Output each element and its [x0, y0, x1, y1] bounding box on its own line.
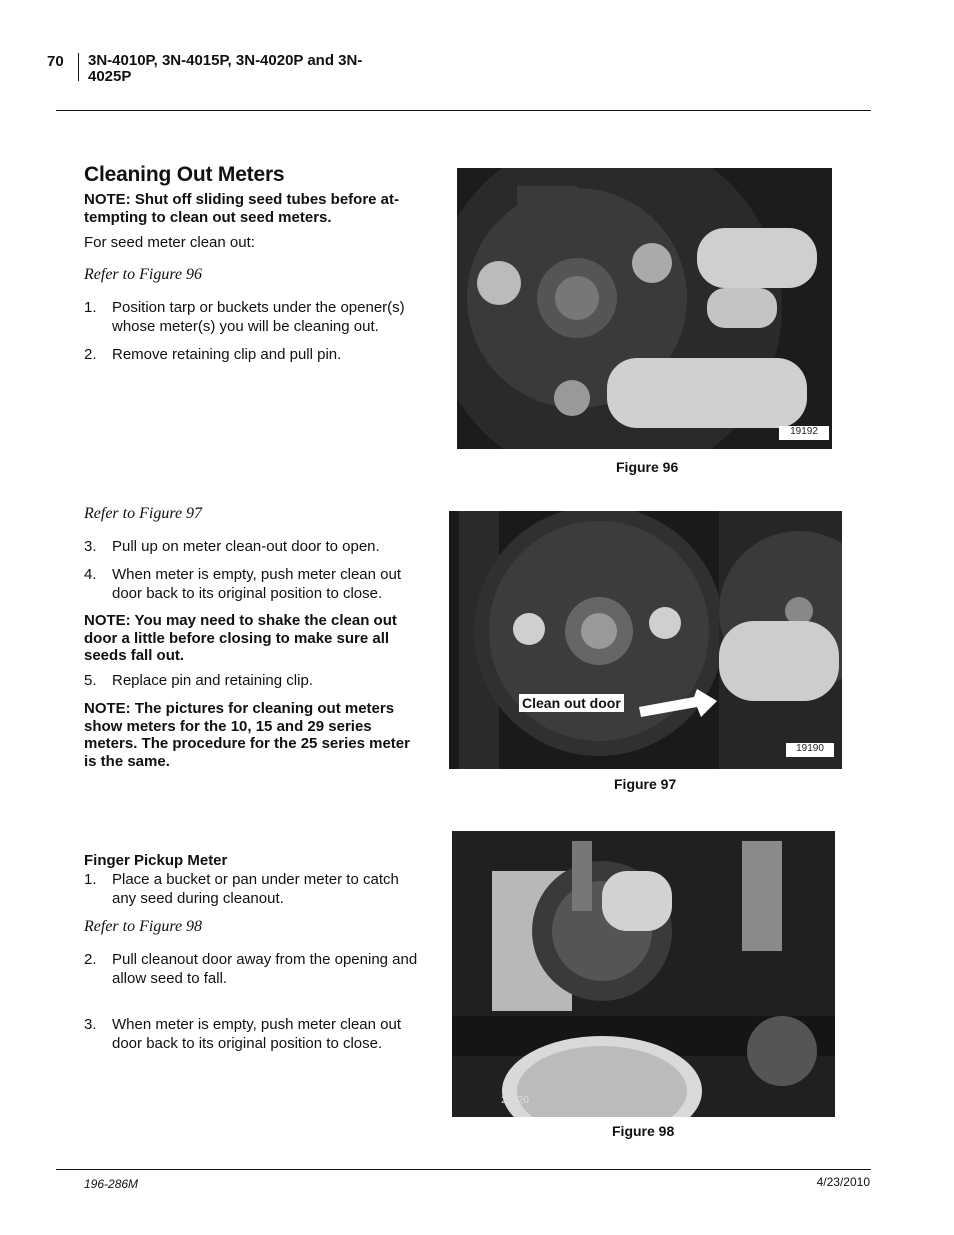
- figure-97-id: 19190: [786, 743, 834, 757]
- finger-step-3: [84, 1016, 424, 1053]
- note-shut-off: NOTE: Shut off sliding seed tubes before at-tempting to clean out seed meters.: [84, 191, 400, 226]
- document-title: 3N-4010P, 3N-4015P, 3N-4020P and 3N-4025P: [88, 52, 363, 85]
- ref-figure-97: Refer to Figure 97: [84, 505, 203, 522]
- step-number: 1.: [84, 299, 97, 316]
- step-1: [84, 299, 424, 336]
- footer-rule: [56, 1169, 871, 1170]
- note-series-meters: NOTE: The pictures for cleaning out meters show meters for the 10, 15 and 29 series meters. The procedure for the 25 series meter is the same.: [84, 700, 410, 770]
- step-text: Pull cleanout door away from the opening and allow seed to fall.: [112, 951, 418, 987]
- ref-figure-98: Refer to Figure 98: [84, 918, 203, 935]
- step-2: [84, 346, 424, 365]
- figure-96-id: 19192: [779, 426, 829, 440]
- step-text: Replace pin and retaining clip.: [112, 672, 313, 689]
- ref-figure-96: Refer to Figure 96: [84, 266, 203, 283]
- step-number: 2.: [84, 346, 97, 363]
- step-text: Remove retaining clip and pull pin.: [112, 346, 342, 363]
- step-text: Pull up on meter clean-out door to open.: [112, 538, 380, 555]
- header-divider: [78, 53, 79, 81]
- step-text: Position tarp or buckets under the opener(s) whose meter(s) you will be cleaning out.: [112, 299, 405, 335]
- figure-98-caption: Figure 98: [612, 1123, 675, 1139]
- note-shake-door: NOTE: You may need to shake the clean out door a little before closing to make sure all seeds fall out.: [84, 612, 397, 664]
- step-5: [84, 672, 424, 691]
- step-4: [84, 566, 424, 603]
- finger-step-1: [84, 871, 424, 908]
- finger-step-2: [84, 951, 424, 988]
- intro-text: For seed meter clean out:: [84, 234, 255, 251]
- finger-pickup-title: Finger Pickup Meter: [84, 852, 228, 869]
- step-text: When meter is empty, push meter clean out door back to its original position to close.: [112, 566, 402, 602]
- step-number: 3.: [84, 1016, 97, 1033]
- step-number: 1.: [84, 871, 97, 888]
- section-title: Cleaning Out Meters: [84, 163, 285, 186]
- figure-98-id: 21920: [501, 1095, 529, 1106]
- step-text: Place a bucket or pan under meter to catch any seed during cleanout.: [112, 871, 399, 907]
- page-number: 70: [47, 53, 64, 70]
- doc-date: 4/23/2010: [816, 1175, 870, 1189]
- step-number: 2.: [84, 951, 97, 968]
- figure-97-photo: [449, 511, 842, 769]
- figure-97-caption: Figure 97: [614, 776, 677, 792]
- header-rule: [56, 110, 871, 111]
- figure-98-photo: [452, 831, 835, 1117]
- figure-96-photo: [457, 168, 832, 449]
- step-3: [84, 538, 424, 557]
- clean-out-door-callout: Clean out door: [519, 694, 624, 712]
- step-number: 3.: [84, 538, 97, 555]
- figure-96-caption: Figure 96: [616, 459, 679, 475]
- doc-number: 196-286M: [84, 1177, 139, 1191]
- step-number: 5.: [84, 672, 97, 689]
- step-text: When meter is empty, push meter clean out door back to its original position to close.: [112, 1016, 402, 1052]
- step-number: 4.: [84, 566, 97, 583]
